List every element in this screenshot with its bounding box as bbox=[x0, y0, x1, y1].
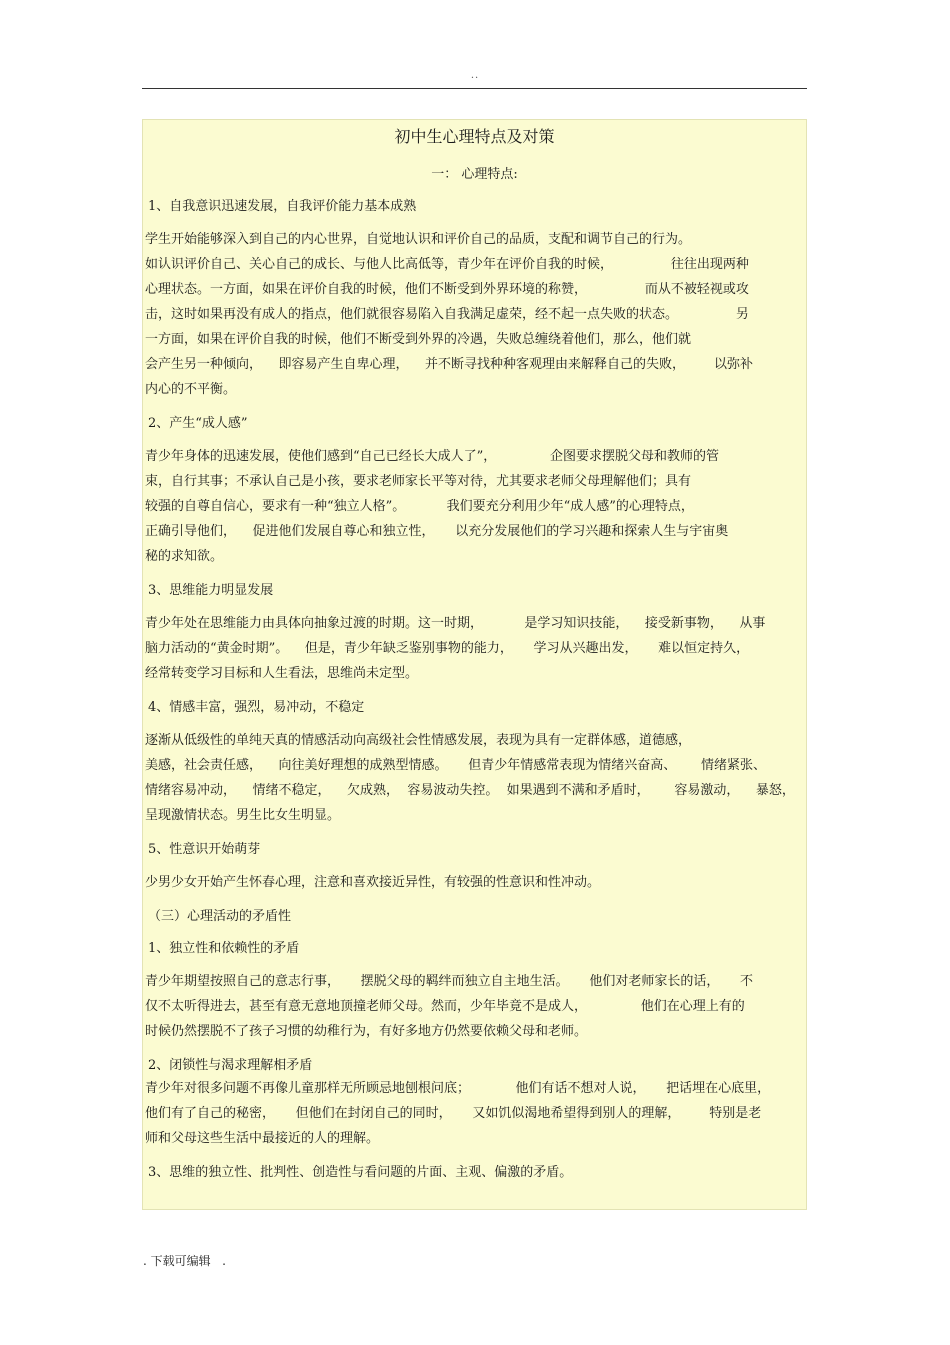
block-heading: 5、性意识开始萌芽 bbox=[148, 842, 261, 857]
text-line: 经常转变学习目标和人生看法，思维尚未定型。 bbox=[145, 666, 419, 681]
text-line: 少男少女开始产生怀春心理，注意和喜欢接近异性，有较强的性意识和性冲动。 bbox=[145, 875, 601, 890]
text-line: 师和父母这些生活中最接近的人的理解。 bbox=[145, 1131, 380, 1146]
text-line: 仅不太听得进去，甚至有意无意地顶撞老师父母。然而，少年毕竟不是成人， 他们在心理上有的 bbox=[145, 999, 745, 1014]
paragraph bbox=[145, 870, 804, 895]
text-line: 脑力活动的“黄金时期”。 但是，青少年缺乏鉴别事物的能力， 学习从兴趣出发， 难以恒定持久， bbox=[145, 641, 750, 656]
text-line: 束，自行其事；不承认自己是小孩，要求老师家长平等对待，尤其要求老师父母理解他们；具有 bbox=[145, 474, 692, 489]
text-line: 美感，社会责任感， 向往美好理想的成熟型情感。 但青少年情感常表现为情绪兴奋高、 情绪紧张、 bbox=[145, 758, 766, 773]
text-line: 学生开始能够深入到自己的内心世界，自觉地认识和评价自己的品质，支配和调节自己的行为。 bbox=[145, 232, 692, 247]
text-line: 如认识评价自己、关心自己的成长、与他人比高低等，青少年在评价自我的时候， 往往出现两种 bbox=[145, 257, 749, 272]
text-line: 青少年期望按照自己的意志行事， 摆脱父母的羁绊而独立自主地生活。 他们对老师家长的话， 不 bbox=[145, 974, 753, 989]
header-mark: .. bbox=[470, 70, 480, 81]
block-heading: 3、思维的独立性、批判性、创造性与看问题的片面、主观、偏激的矛盾。 bbox=[148, 1165, 573, 1180]
text-line: 秘的求知欲。 bbox=[145, 549, 224, 564]
block-heading: 1、自我意识迅速发展，自我评价能力基本成熟 bbox=[148, 199, 417, 214]
block-heading: 1、独立性和依赖性的矛盾 bbox=[148, 941, 300, 956]
text-line: 呈现激情状态。男生比女生明显。 bbox=[145, 808, 341, 823]
text-line: 情绪容易冲动， 情绪不稳定， 欠成熟， 容易波动失控。 如果遇到不满和矛盾时， 容易激动， 暴怒， bbox=[145, 783, 795, 798]
document-body bbox=[142, 119, 807, 1210]
paragraph bbox=[145, 611, 804, 686]
text-line: 内心的不平衡。 bbox=[145, 382, 237, 397]
block-heading: 3、思维能力明显发展 bbox=[148, 583, 274, 598]
block-heading: 2、产生“成人感” bbox=[148, 416, 248, 431]
block-heading: （三）心理活动的矛盾性 bbox=[148, 909, 292, 924]
header-rule bbox=[142, 88, 807, 89]
text-line: 击，这时如果再没有成人的指点，他们就很容易陷入自我满足虚荣，经不起一点失败的状态。 另 bbox=[145, 307, 749, 322]
text-line: 正确引导他们， 促进他们发展自尊心和独立性， 以充分发展他们的学习兴趣和探索人生与宇宙奥 bbox=[145, 524, 729, 539]
text-line: 青少年对很多问题不再像儿童那样无所顾忌地刨根问底； 他们有话不想对人说， 把话埋在心底里， bbox=[145, 1081, 771, 1096]
text-line: 一方面，如果在评价自我的时候，他们不断受到外界的冷遇，失败总缠绕着他们，那么，他们就 bbox=[145, 332, 692, 347]
block-heading: 2、闭锁性与渴求理解相矛盾 bbox=[148, 1058, 313, 1073]
text-line: 时候仍然摆脱不了孩子习惯的幼稚行为，有好多地方仍然要依赖父母和老师。 bbox=[145, 1024, 588, 1039]
paragraph bbox=[145, 1076, 804, 1151]
page-title: 初中生心理特点及对策 bbox=[394, 127, 555, 146]
paragraph bbox=[145, 728, 804, 828]
text-line: 会产生另一种倾向， 即容易产生自卑心理， 并不断寻找种种客观理由来解释自己的失败， 以弥补 bbox=[145, 357, 753, 372]
text-line: 青少年身体的迅速发展，使他们感到“自己已经长大成人了”， 企图要求摆脱父母和教师的管 bbox=[145, 449, 720, 464]
text-line: 青少年处在思维能力由具体向抽象过渡的时期。这一时期， 是学习知识技能， 接受新事物， 从事 bbox=[145, 616, 766, 631]
text-line: 他们有了自己的秘密， 但他们在封闭自己的同时， 又如饥似渴地希望得到别人的理解， 特别是老 bbox=[145, 1106, 762, 1121]
text-line: 心理状态。一方面，如果在评价自我的时候，他们不断受到外界环境的称赞， 而从不被轻视或攻 bbox=[145, 282, 749, 297]
text-line: 逐渐从低级性的单纯天真的情感活动向高级社会性情感发展，表现为具有一定群体感，道德感， bbox=[145, 733, 692, 748]
section-title: 一： 心理特点: bbox=[431, 167, 518, 182]
paragraph bbox=[145, 444, 804, 569]
text-line: 较强的自尊自信心，要求有一种“独立人格”。 我们要充分利用少年“成人感”的心理特点， bbox=[145, 499, 694, 514]
footer-text: . 下载可编辑 . bbox=[143, 1254, 226, 1268]
paragraph bbox=[145, 969, 804, 1044]
block-heading: 4、情感丰富，强烈，易冲动，不稳定 bbox=[148, 700, 365, 715]
paragraph bbox=[145, 227, 804, 402]
